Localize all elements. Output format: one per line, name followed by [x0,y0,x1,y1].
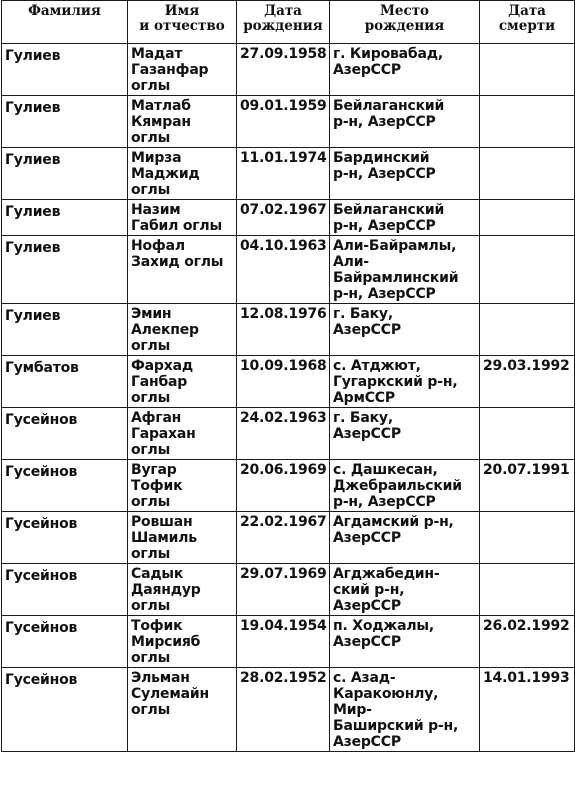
header-birth-date: Дата рождения [237,1,330,44]
cell-surname [2,148,128,200]
cell-name-patronymic [128,408,237,460]
cell-death-date-text: 14.01.1993 [483,670,570,686]
cell-name-patronymic-text: Садык Даяндур оглы [131,566,201,614]
cell-name-patronymic [128,356,237,408]
cell-death-date-text: 26.02.1992 [483,618,570,634]
cell-birthplace [330,148,480,200]
cell-birth-date [237,356,330,408]
cell-surname [2,460,128,512]
cell-death-date [480,512,575,564]
cell-birth-date [237,616,330,668]
cell-name-patronymic [128,44,237,96]
cell-birthplace [330,564,480,616]
cell-surname [2,304,128,356]
cell-death-date [480,96,575,148]
cell-name-patronymic [128,148,237,200]
cell-death-date [480,44,575,96]
cell-name-patronymic [128,200,237,236]
table-row [2,96,575,148]
cell-surname-text: Гусейнов [5,568,78,584]
cell-surname-text: Гулиев [5,204,61,220]
cell-birthplace-text: Агдамский р-н, АзерССР [333,514,454,546]
cell-death-date [480,616,575,668]
cell-birthplace-text: с. Азад- Каракоюнлу, Мир- Баширский р-н, АзерССР [333,670,459,750]
table-row [2,668,575,752]
table-row [2,460,575,512]
cell-birthplace [330,96,480,148]
cell-surname [2,236,128,304]
cell-birthplace [330,616,480,668]
cell-birth-date-text: 12.08.1976 [240,306,327,322]
cell-birthplace-text: с. Дашкесан, Джебраильский р-н, АзерССР [333,462,462,510]
cell-birth-date-text: 19.04.1954 [240,618,327,634]
cell-name-patronymic-text: Мадат Газанфар оглы [131,46,209,94]
cell-birth-date-text: 20.06.1969 [240,462,327,478]
cell-name-patronymic-text: Мирза Маджид оглы [131,150,200,198]
cell-name-patronymic [128,460,237,512]
cell-birth-date-text: 27.09.1958 [240,46,327,62]
cell-name-patronymic-text: Фархад Ганбар оглы [131,358,193,406]
cell-surname-text: Гусейнов [5,620,78,636]
cell-surname-text: Гулиев [5,100,61,116]
cell-surname [2,44,128,96]
cell-birth-date [237,236,330,304]
table-row [2,44,575,96]
cell-birthplace-text: Агджабедин- ский р-н, АзерССР [333,566,440,614]
cell-death-date [480,200,575,236]
cell-name-patronymic-text: Нофал Захид оглы [131,238,224,270]
cell-surname [2,408,128,460]
cell-name-patronymic-text: Эмин Алекпер оглы [131,306,199,354]
cell-birthplace [330,512,480,564]
cell-name-patronymic [128,236,237,304]
cell-birthplace-text: г. Баку, АзерССР [333,306,401,338]
cell-name-patronymic-text: Эльман Сулемайн оглы [131,670,209,718]
cell-death-date [480,304,575,356]
cell-birth-date-text: 22.02.1967 [240,514,327,530]
header-name-patronymic: Имя и отчество [128,1,237,44]
cell-name-patronymic-text: Матлаб Кямран оглы [131,98,191,146]
cell-birth-date-text: 28.02.1952 [240,670,327,686]
cell-birthplace-text: Бейлаганский р-н, АзерССР [333,202,445,234]
cell-birthplace [330,44,480,96]
table-row [2,200,575,236]
table-row [2,236,575,304]
header-death-date: Дата смерти [480,1,575,44]
cell-birthplace [330,236,480,304]
cell-birthplace-text: г. Кировабад, АзерССР [333,46,443,78]
cell-death-date-text: 20.07.1991 [483,462,570,478]
cell-death-date [480,236,575,304]
table-body [2,44,575,752]
cell-name-patronymic [128,512,237,564]
cell-birth-date [237,304,330,356]
cell-birth-date-text: 10.09.1968 [240,358,327,374]
cell-name-patronymic-text: Тофик Мирсияб оглы [131,618,201,666]
cell-birthplace [330,304,480,356]
cell-birthplace [330,460,480,512]
cell-name-patronymic-text: Ровшан Шамиль оглы [131,514,197,562]
cell-birthplace-text: Бардинский р-н, АзерССР [333,150,436,182]
cell-birthplace-text: Бейлаганский р-н, АзерССР [333,98,445,130]
cell-death-date [480,668,575,752]
cell-birth-date [237,96,330,148]
cell-surname-text: Гулиев [5,240,61,256]
header-surname: Фамилия [2,1,128,44]
cell-birth-date [237,408,330,460]
cell-birth-date [237,200,330,236]
table-row [2,616,575,668]
table-row [2,304,575,356]
cell-surname-text: Гулиев [5,48,61,64]
cell-birth-date-text: 11.01.1974 [240,150,327,166]
cell-birth-date-text: 24.02.1963 [240,410,327,426]
cell-surname-text: Гулиев [5,152,61,168]
cell-name-patronymic [128,304,237,356]
cell-death-date [480,408,575,460]
cell-name-patronymic [128,668,237,752]
cell-birth-date [237,512,330,564]
cell-birth-date [237,564,330,616]
table-row [2,148,575,200]
cell-birthplace-text: с. Атджют, Гугаркский р-н, АрмССР [333,358,458,406]
cell-birthplace [330,200,480,236]
cell-name-patronymic-text: Назим Габил оглы [131,202,222,234]
cell-birth-date-text: 07.02.1967 [240,202,327,218]
header-row [2,1,575,44]
cell-birthplace [330,668,480,752]
cell-birthplace [330,356,480,408]
cell-surname-text: Гусейнов [5,516,78,532]
header-birthplace: Место рождения [330,1,480,44]
cell-surname [2,616,128,668]
cell-birth-date [237,148,330,200]
cell-birth-date [237,668,330,752]
cell-birth-date-text: 04.10.1963 [240,238,327,254]
cell-birthplace-text: п. Ходжалы, АзерССР [333,618,434,650]
cell-name-patronymic-text: Афган Гарахан оглы [131,410,196,458]
cell-surname-text: Гумбатов [5,360,79,376]
table-row [2,512,575,564]
cell-surname [2,200,128,236]
cell-birth-date [237,460,330,512]
cell-birthplace-text: Али-Байрамлы, Али- Байрамлинский р-н, АзерССР [333,238,459,302]
cell-death-date [480,148,575,200]
cell-surname-text: Гусейнов [5,672,78,688]
cell-name-patronymic [128,96,237,148]
cell-surname [2,96,128,148]
table-row [2,408,575,460]
cell-surname [2,512,128,564]
cell-death-date-text: 29.03.1992 [483,358,570,374]
cell-birth-date [237,44,330,96]
cell-surname [2,564,128,616]
table-row [2,564,575,616]
cell-death-date [480,564,575,616]
cell-surname-text: Гулиев [5,308,61,324]
cell-birthplace-text: г. Баку, АзерССР [333,410,401,442]
cell-death-date [480,356,575,408]
table-row [2,356,575,408]
cell-surname-text: Гусейнов [5,464,78,480]
cell-birth-date-text: 29.07.1969 [240,566,327,582]
cell-surname [2,668,128,752]
cell-birth-date-text: 09.01.1959 [240,98,327,114]
cell-birthplace [330,408,480,460]
cell-death-date [480,460,575,512]
cell-surname-text: Гусейнов [5,412,78,428]
table-header [2,1,575,44]
cell-surname [2,356,128,408]
roster-table [1,0,575,752]
cell-name-patronymic-text: Вугар Тофик оглы [131,462,183,510]
cell-name-patronymic [128,564,237,616]
cell-name-patronymic [128,616,237,668]
